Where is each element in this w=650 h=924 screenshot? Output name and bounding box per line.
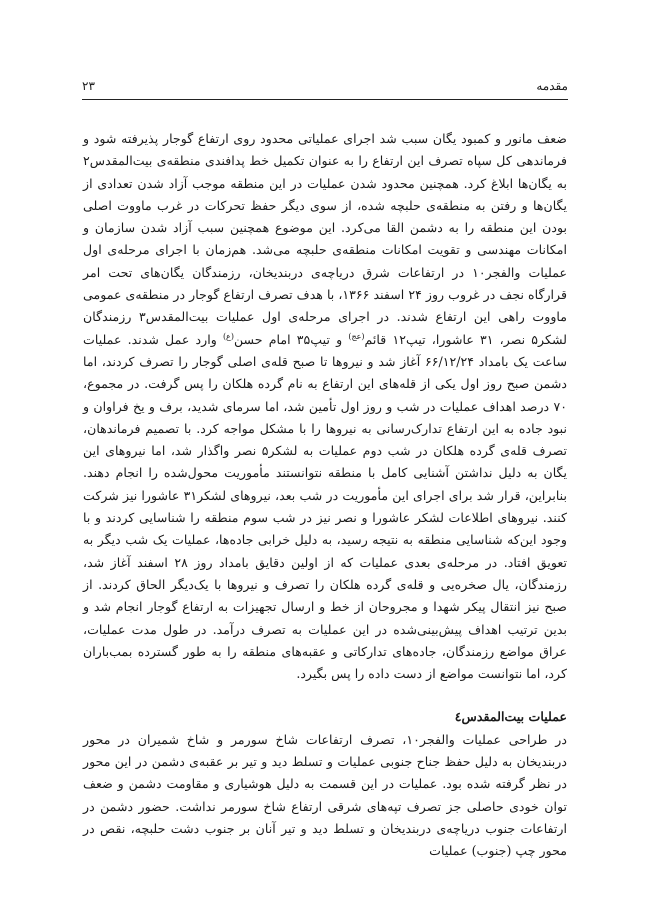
running-head (82, 76, 568, 96)
section-heading: عملیات بیت‌المقدس٤ (454, 709, 567, 725)
chapter-title: مقدمه (536, 79, 568, 93)
paragraph (83, 128, 567, 685)
paragraph: در طراحی عملیات والفجر۱۰، تصرف ارتفاعات شاخ سورمر و شاخ شمیران در محور دربندیخان به دلیل حفظ جناح جنوبی عملیات و تسلط دید و تیر بر عقبه‌ی دشمن در این محور در نظر گرفته شده بود. عملیات در این قسمت به دلیل هوشیاری و مقاومت دشمن و ضعف توان خودی حاصلی جز تصرف تپه‌های شرقی ارتفاع شاخ سورمر نداشت. حضور دشمن در ارتفاعات جنوب دریاچه‌ی دربندیخان و تسلط دید و تیر آنان بر جنوب دشت حلبچه، نقص در محور چپ (جنوب) عملیات (83, 731, 567, 859)
page-number: ۲۳ (82, 79, 95, 93)
header-rule (82, 99, 568, 100)
honorific-superscript: (ع) (222, 331, 234, 341)
paragraph-text: و تیپ۳۵ امام حسن (233, 331, 349, 347)
body-text (83, 128, 567, 863)
honorific-superscript: (عج) (348, 331, 365, 341)
paragraph-text: ضعف مانور و کمبود یگان سبب شد اجرای عملیاتی محدود روی ارتفاع گوجار پذیرفته شود و فرماندهی کل سپاه تصرف این ارتفاع را به عنوان تکمیل خط پدافندی منطقه‌ی بیت‌المقدس۲ به یگان‌ها ابلاغ کرد. همچنین محدود شدن عملیات در این منطقه موجب آزاد شدن تعدادی از یگان‌ها و رفتن به منطقه‌ی حلبچه شده، از سوی دیگر حفظ تحرکات در غرب ماووت اصلی بودن این منطقه را به دشمن القا می‌کرد. این موضوع همچنین سبب آزاد شدن سازمان و امکانات مهندسی و تقویت امکانات منطقه‌ی حلبچه می‌شد. هم‌زمان با اجرای مرحله‌ی اول عملیات والفجر۱۰ در ارتفاعات شرق دریاچه‌ی دربندیخان، رزمندگان یگان‌های تحت امر قرارگاه نجف در غروب روز ۲۴ اسفند ۱۳۶۶، با هدف تصرف ارتفاع گوجار در منطقه‌ی عمومی ماووت راهی این ارتفاع شدند. در اجرای مرحله‌ی اول عملیات بیت‌المقدس۳ رزمندگان لشکر۵ نصر، ۳۱ عاشورا، تیپ۱۲ قائم (83, 131, 568, 347)
paragraph-text: وارد عمل شدند. عملیات ساعت یک بامداد ۶۶/۱۲/۲۴ آغاز شد و نیروها تا صبح قله‌ی اصلی گوجار را تصرف کردند، اما دشمن صبح روز اول یکی از قله‌های این ارتفاع به نام گرده هلکان را پس گرفت. در مجموع، ۷۰ درصد اهداف عملیات در شب و روز اول تأمین شد، اما سرمای شدید، برف و یخ فراوان و نبود جاده به این ارتفاع تدارک‌رسانی به نیروها را با مشکل مواجه کرد. با تصمیم فرماندهان، تصرف قله‌ی گرده هلکان در شب دوم عملیات به لشکر۵ نصر واگذار شد، اما نیروهای این یگان به دلیل نداشتن آشنایی کامل با منطقه نتوانستند مأموریت محول‌شده را انجام دهند. بنابراین، قرار شد برای اجرای این مأموریت در شب بعد، نیروهای لشکر۳۱ عاشورا نیز شرکت کنند. نیروهای اطلاعات لشکر عاشورا و نصر نیز در شب سوم منطقه را شناسایی کردند و با وجود این‌که شناسایی منطقه به نتیجه رسید، به دلیل خرابی جاده‌ها، عملیات یک شب دیگر به تعویق افتاد. در مرحله‌ی بعدی عملیات که از اولین دقایق بامداد روز ۲۸ اسفند آغاز شد، رزمندگان، یال صخره‌یی و قله‌ی گرده هلکان را تصرف و نیروها با یک‌دیگر الحاق کردند. از صبح نیز انتقال پیکر شهدا و مجروحان از خط و ارسال تجهیزات به ارتفاع گوجار انجام شد و بدین ترتیب اهداف پیش‌بینی‌شده در این عملیات به تصرف درآمد. در طول مدت عملیات، عراق مواضع رزمندگان، جاده‌های تدارکاتی و عقبه‌های منطقه را به طور گسترده بمب‌باران کرد، اما نتوانست مواضع از دست داده را پس بگیرد. (83, 331, 568, 682)
